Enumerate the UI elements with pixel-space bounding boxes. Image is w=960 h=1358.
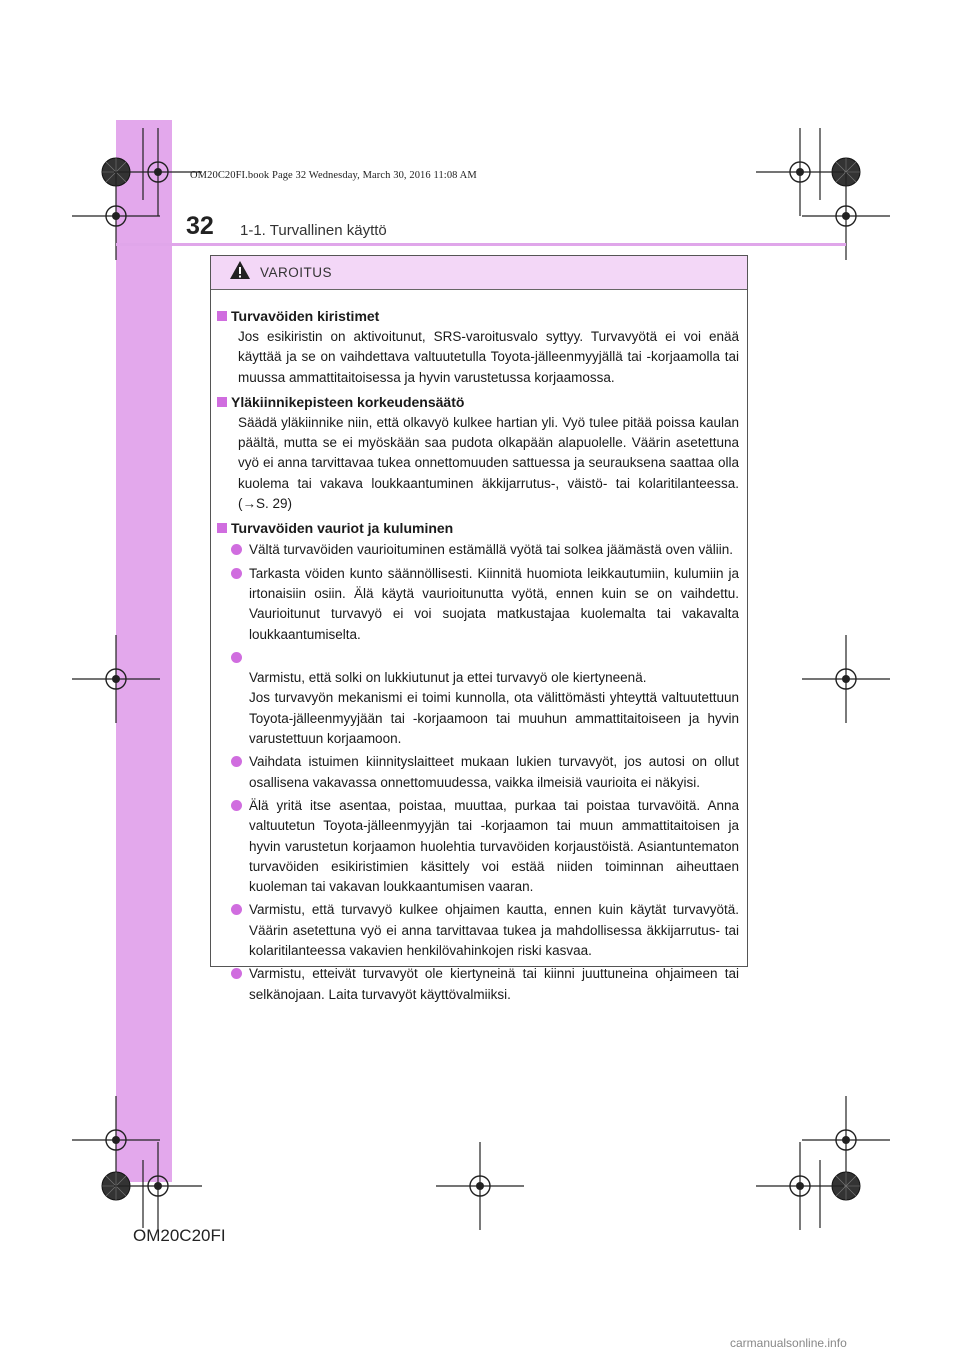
round-bullet-icon xyxy=(231,568,242,579)
square-bullet-icon xyxy=(217,311,227,321)
round-bullet-icon xyxy=(231,544,242,555)
list-item: Varmistu, että solki on lukkiutunut ja ettei turvavyö ole kiertyneenä. Jos turvavyön mekanismi ei toimi kunnolla, ota välittömästi yhteyttä valtuutettuun Toyota-jälleenmyyjään tai -korjaamoon tai muuhun ammattitaitoiseen ja hyvin varustettuun korjaamoon. xyxy=(217,648,739,749)
list-item: Vaihdata istuimen kiinnityslaitteet mukaan lukien turvavyöt, jos autosi on ollut osallisena vakavassa onnettomuudessa, vaikka ilmeisiä vaurioita ei näkyisi. xyxy=(217,752,739,793)
section-heading: Turvavöiden kiristimet xyxy=(217,306,739,326)
square-bullet-icon xyxy=(217,523,227,533)
round-bullet-icon xyxy=(231,756,242,767)
warning-triangle-icon xyxy=(229,260,251,280)
list-item: Vältä turvavöiden vaurioituminen estämällä vyötä tai solkea jäämästä oven väliin. xyxy=(217,540,739,560)
header-rule xyxy=(116,243,846,246)
section-text: Jos esikiristin on aktivoitunut, SRS-varoitusvalo syttyy. Turvavyötä ei voi enää käyttää ja se on vaihdettava valtuutetulla Toyota-jälleenmyyjällä tai -korjaamolla tai muussa ammattitaitoisessa ja hyvin varustetussa korjaamossa. xyxy=(238,329,739,385)
round-bullet-icon xyxy=(231,904,242,915)
list-item: Varmistu, että turvavyö kulkee ohjaimen kautta, ennen kuin käytät turvavyötä. Väärin asetettuna vyö ei anna tarvittavaa tukea ja mahdollisessa äkkijarrutus- tai kolaritilanteessa vakavien henkilövahinkojen riski kasvaa. xyxy=(217,900,739,961)
model-code: OM20C20FI xyxy=(133,1226,226,1245)
section-heading: Yläkiinnikepisteen korkeudensäätö xyxy=(217,392,739,412)
section-heading: Turvavöiden vauriot ja kuluminen xyxy=(217,518,739,538)
warning-body xyxy=(211,290,747,1005)
square-bullet-icon xyxy=(217,397,227,407)
round-bullet-icon xyxy=(231,652,242,663)
warning-box xyxy=(210,255,748,1002)
list-item: Varmistu, etteivät turvavyöt ole kiertyneinä tai kiinni juuttuneina ohjaimeen tai selkänojaan. Laita turvavyöt käyttövalmiiksi. xyxy=(217,964,739,1005)
section-text: Säädä yläkiinnike niin, että olkavyö kulkee hartian yli. Vyö tulee pitää poissa kaulan päältä, mutta se ei myöskään saa pudota olkapään alapuolelle. Väärin asetettuna vyö ei anna tarvittavaa tukea onnettomuuden sattuessa ja seurauksena saattaa olla kuolema tai vakava loukkaantuminen äkkijarrutus-, väistö- tai kolaritilanteessa. (→S. 29) xyxy=(238,414,739,512)
round-bullet-icon xyxy=(231,968,242,979)
watermark: carmanualsonline.info xyxy=(730,1336,847,1350)
page-number: 32 xyxy=(186,212,214,240)
warning-title: VAROITUS xyxy=(260,265,333,280)
section-title: 1-1. Turvallinen käyttö xyxy=(240,222,387,239)
warning-header xyxy=(211,256,747,290)
round-bullet-icon xyxy=(231,800,242,811)
list-item: Älä yritä itse asentaa, poistaa, muuttaa, purkaa tai poistaa turvavöitä. Anna valtuutetun Toyota-jälleenmyyjän tai -korjaamon tai muun ammattitaitoisen ja hyvin varustetun korjaamon huolehtia turvavöiden korjaustöistä. Asiantuntematon turvavöiden esikiristimien käsittely voi estää niiden toiminnan aiheuttaen kuoleman tai vakavan loukkaantumisen vaaran. xyxy=(217,796,739,897)
book-stamp: OM20C20FI.book Page 32 Wednesday, March 30, 2016 11:08 AM xyxy=(190,170,477,181)
list-item: Tarkasta vöiden kunto säännöllisesti. Kiinnitä huomiota leikkautumiin, kulumiin ja irtonaisiin osiin. Älä käytä vaurioitunutta vyötä, ennen kuin se on vaihdettu. Vaurioitunut turvavyö ei voi suojata matkustajaa kuolemalta tai vakavalta loukkaantumiselta. xyxy=(217,564,739,645)
